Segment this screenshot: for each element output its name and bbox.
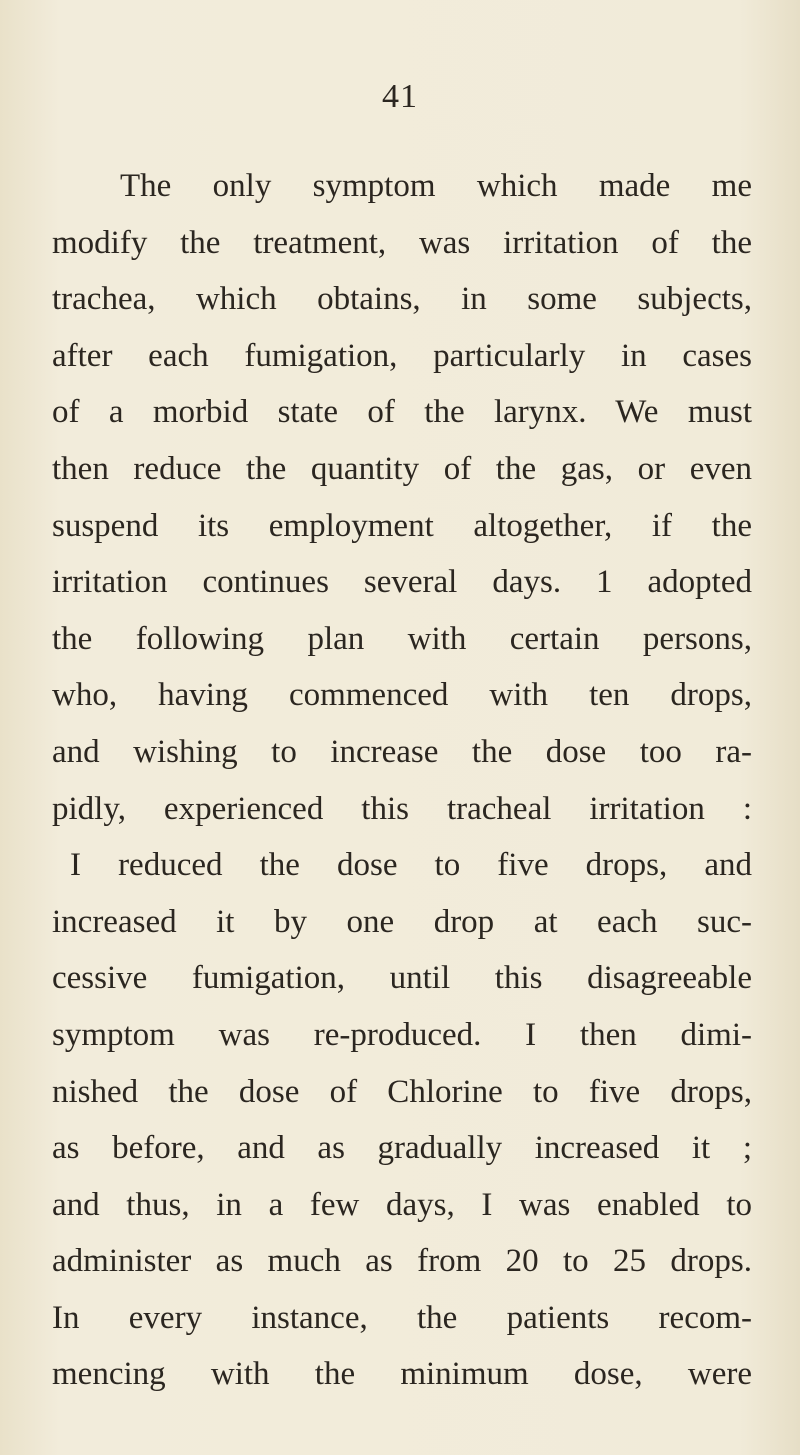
text-line: and wishing to increase the dose too ra- bbox=[52, 733, 752, 770]
text-line: as before, and as gradually increased it ; bbox=[52, 1130, 752, 1167]
text-line: the following plan with certain persons, bbox=[52, 620, 752, 657]
text-line: irritation continues several days. 1 adopted bbox=[52, 564, 752, 601]
text-line: trachea, which obtains, in some subjects, bbox=[52, 281, 752, 318]
text-line: increased it by one drop at each suc- bbox=[52, 903, 752, 940]
text-line: mencing with the minimum dose, were bbox=[52, 1356, 752, 1393]
text-line: after each fumigation, particularly in cases bbox=[52, 337, 752, 374]
text-line: then reduce the quantity of the gas, or even bbox=[52, 450, 752, 487]
text-line: and thus, in a few days, I was enabled to bbox=[52, 1186, 752, 1223]
text-line: who, having commenced with ten drops, bbox=[52, 677, 752, 714]
text-line: administer as much as from 20 to 25 drops. bbox=[52, 1243, 752, 1280]
text-line: of a morbid state of the larynx. We must bbox=[52, 394, 752, 431]
text-line: In every instance, the patients recom- bbox=[52, 1299, 752, 1336]
text-line: nished the dose of Chlorine to five drops, bbox=[52, 1073, 752, 1110]
text-line: pidly, experienced this tracheal irritation : bbox=[52, 790, 752, 827]
page-number: 41 bbox=[382, 78, 418, 115]
text-line: modify the treatment, was irritation of the bbox=[52, 224, 752, 261]
text-line: cessive fumigation, until this disagreeable bbox=[52, 960, 752, 997]
text-line: I reduced the dose to five drops, and bbox=[70, 847, 752, 884]
text-line: symptom was re-produced. I then dimi- bbox=[52, 1016, 752, 1053]
body-text bbox=[52, 158, 752, 1403]
text-line: The only symptom which made me bbox=[120, 168, 752, 204]
text-line: suspend its employment altogether, if the bbox=[52, 507, 752, 544]
